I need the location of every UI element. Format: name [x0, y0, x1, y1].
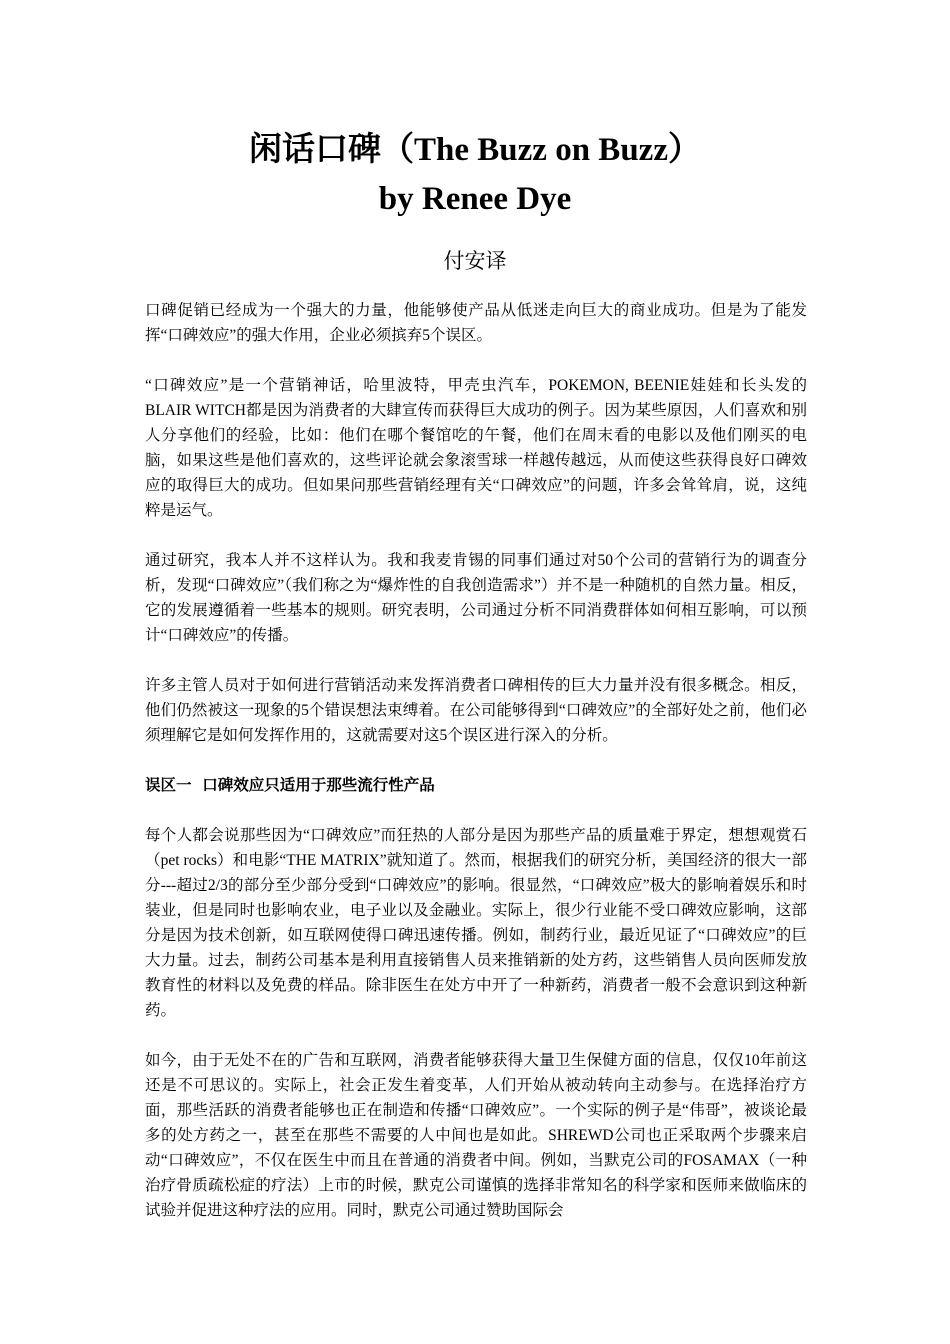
- paragraph-executives: 许多主管人员对于如何进行营销活动来发挥消费者口碑相传的巨大力量并没有很多概念。相反，他们仍然被这一现象的5个错误想法束缚着。在公司能够得到“口碑效应”的全部好处之前，他们必须理解它是如何发挥作用的，这就需要对这5个误区进行深入的分析。: [145, 677, 807, 744]
- section-heading-myth1: 误区一 口碑效应只适用于那些流行性产品: [145, 776, 435, 794]
- paragraph-myth1-body-1: 每个人都会说那些因为“口碑效应”而狂热的人部分是因为那些产品的质量难于界定，想想观赏石（pet rocks）和电影“THE MATRIX”就知道了。然而，根据我们的研究分析，美国经济的很大一部分---超过2/3的部分至少部分受到“口碑效应”的影响。很显然，“口碑效应”极大的影响着娱乐和时装业，但是同时也影响农业，电子业以及金融业。实际上，很少行业能不受口碑效应影响，这部分是因为技术创新，如互联网使得口碑迅速传播。例如，制药行业，最近见证了“口碑效应”的巨大力量。过去，制药公司基本是利用直接销售人员来推销新的处方药，这些销售人员向医师发放教育性的材料以及免费的样品。除非医生在处方中开了一种新药，消费者一般不会意识到这种新药。: [145, 827, 807, 1019]
- paragraph-research: 通过研究，我本人并不这样认为。我和我麦肯锡的同事们通过对50个公司的营销行为的调查分析，发现“口碑效应”（我们称之为“爆炸性的自我创造需求”）并不是一种随机的自然力量。相反，它的发展遵循着一些基本的规则。研究表明，公司通过分析不同消费群体如何相互影响，可以预计“口碑效应”的传播。: [145, 552, 807, 644]
- document-title-line2: by Renee Dye: [378, 181, 572, 217]
- paragraph-intro: 口碑促销已经成为一个强大的力量，他能够使产品从低迷走向巨大的商业成功。但是为了能发挥“口碑效应”的强大作用，企业必须摈弃5个误区。: [145, 302, 807, 344]
- translator-credit: 付安译: [443, 249, 507, 273]
- paragraph-buzz-myth: “口碑效应”是一个营销神话，哈里波特，甲壳虫汽车，POKEMON, BEENIE娃娃和长头发的BLAIR WITCH都是因为消费者的大肆宣传而获得巨大成功的例子。因为某些原因，人们喜欢和别人分享他们的经验，比如：他们在哪个餐馆吃的午餐，他们在周末看的电影以及他们刚买的电脑，如果这些是他们喜欢的，这些评论就会象滚雪球一样越传越远，从而使这些获得良好口碑效应的取得巨大的成功。但如果问那些营销经理有关“口碑效应”的问题，许多会耸耸肩，说，这纯粹是运气。: [145, 377, 807, 519]
- document-body: [145, 298, 807, 1248]
- document-title-line1: 闲话口碑（The Buzz on Buzz）: [249, 132, 701, 168]
- paragraph-myth1-body-2: 如今，由于无处不在的广告和互联网，消费者能够获得大量卫生保健方面的信息，仅仅10年前这还是不可思议的。实际上，社会正发生着变革，人们开始从被动转向主动参与。在选择治疗方面，那些活跃的消费者能够也正在制造和传播“口碑效应”。一个实际的例子是“伟哥”，被谈论最多的处方药之一，甚至在那些不需要的人中间也是如此。SHREWD公司也正采取两个步骤来启动“口碑效应”，不仅在医生中而且在普通的消费者中间。例如，当默克公司的FOSAMAX（一种治疗骨质疏松症的疗法）上市的时候，默克公司谨慎的选择非常知名的科学家和医师来做临床的试验并促进这种疗法的应用。同时，默克公司通过赞助国际会: [145, 1052, 807, 1219]
